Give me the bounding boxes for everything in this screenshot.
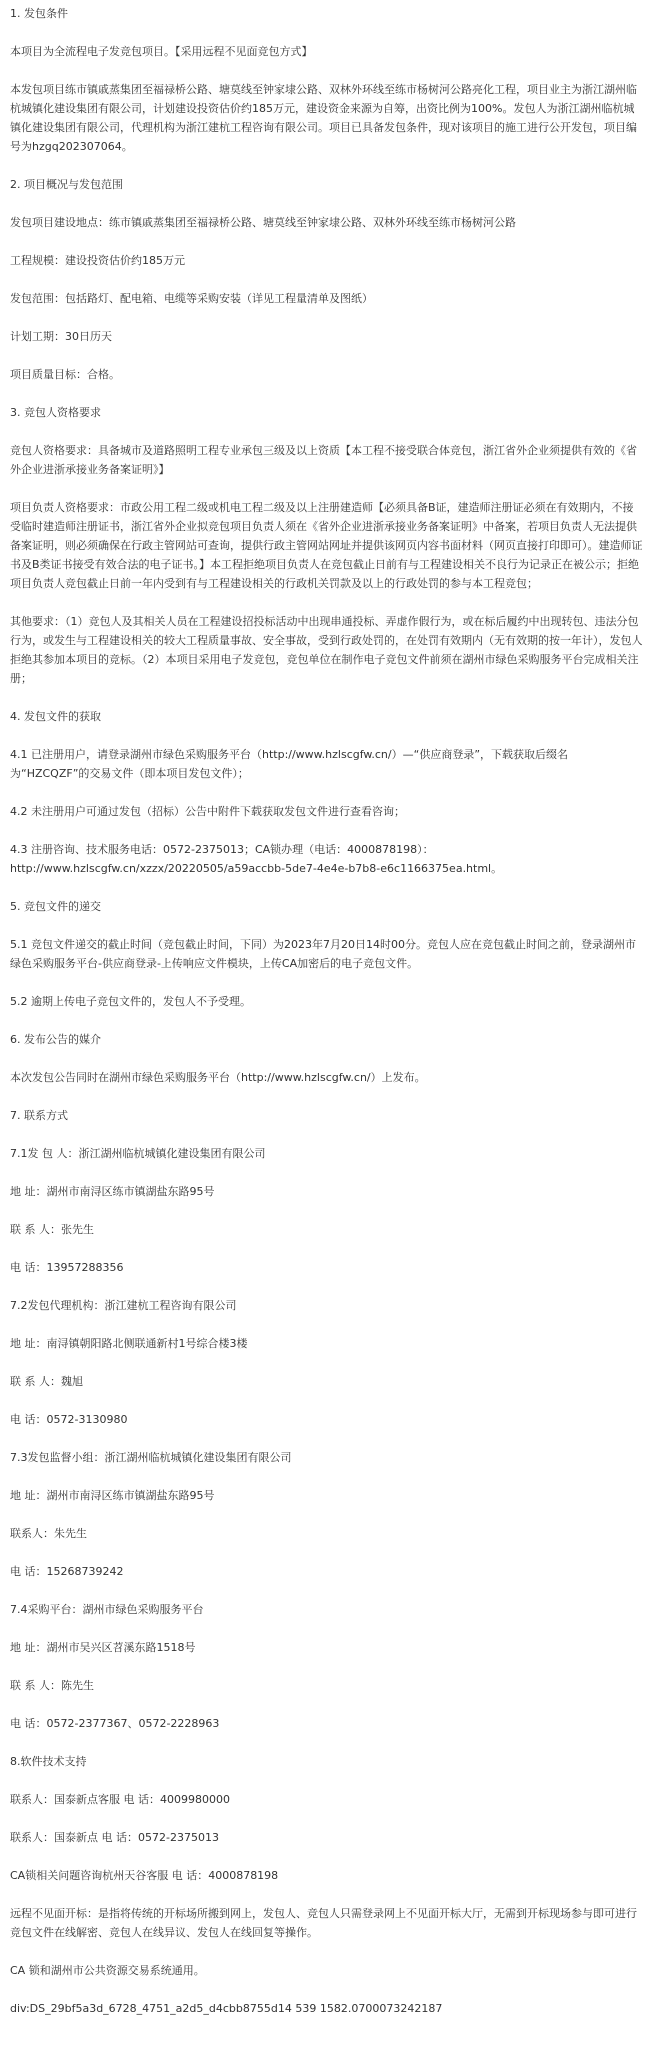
contact-platform-person: 联 系 人：陈先生 (10, 1679, 94, 1692)
contact-supervisor-person: 联系人：朱先生 (10, 1527, 87, 1540)
div-marker-text: div:DS_29bf5a3d_6728_4751_a2d5_d4cbb8755d14 539 1582.0700073242187 (10, 2002, 443, 2015)
contact-agency-person: 联 系 人：魏旭 (10, 1375, 83, 1388)
project-scale-paragraph: 工程规模：建设投资估价约185万元 (10, 254, 185, 267)
project-duration-paragraph: 计划工期：30日历天 (10, 330, 112, 343)
manager-qualification-paragraph: 项目负责人资格要求：市政公用工程二级或机电工程二级及以上注册建造师【必须具备B证，建造师注册证必须在有效期内，不接受临时建造师注册证书，浙江省外企业拟竞包项目负责人须在《省外企业进浙承接业务备案证明》中备案，若项目负责人无法提供备案证明，则必须确保在行政主管网站可查询，提供行政主管网站网址并提供该网页内容书面材料（网页直接打印即可）。建造师证书及B类证书接受有效合法的电子证书。】本工程拒绝项目负责人在竞包截止日前有与工程建设相关不良行为记录正在被公示；拒绝项目负责人竞包截止日前一年内受到有与工程建设相关的行政机关罚款及以上的行政处罚的参与本工程竞包； (10, 501, 643, 590)
support-contact-1: 联系人：国泰新点客服 电 话：4009980000 (10, 1793, 230, 1806)
support-contact-2: 联系人：国泰新点 电 话：0572-2375013 (10, 1831, 219, 1844)
project-scope-paragraph: 发包范围：包括路灯、配电箱、电缆等采购安装（详见工程量清单及图纸） (10, 292, 373, 305)
project-description-paragraph: 本发包项目练市镇戚蒸集团至福禄桥公路、塘莫线至钟家埭公路、双林外环线至练市杨树河公路亮化工程，项目业主为浙江湖州临杭城镇化建设集团有限公司，计划建设投资估价约185万元，建设资金来源为自筹，出资比例为100%。发包人为浙江湖州临杭城镇化建设集团有限公司，代理机构为浙江建杭工程咨询有限公司。项目已具备发包条件，现对该项目的施工进行公开发包，项目编号为hzgq202307064。 (10, 83, 637, 153)
section-heading-5: 5. 竞包文件的递交 (10, 900, 101, 913)
other-requirements-paragraph: 其他要求：（1）竞包人及其相关人员在工程建设招投标活动中出现串通投标、弄虚作假行为，或在标后履约中出现转包、违法分包行为，或发生与工程建设相关的较大工程质量事故、安全事故，受到行政处罚的，在处罚有效期内（无有效期的按一年计），发包人拒绝其参加本项目的竞标。（2）本项目采用电子发竞包，竞包单位在制作电子竞包文件前须在湖州市绿色采购服务平台完成相关注册； (10, 615, 643, 685)
support-contact-ca: CA锁相关问题咨询杭州天谷客服 电 话：4000878198 (10, 1869, 279, 1882)
contact-supervisor-address: 地 址：湖州市南浔区练市镇湖盐东路95号 (10, 1489, 215, 1502)
contact-platform: 7.4采购平台：湖州市绿色采购服务平台 (10, 1603, 204, 1616)
document-access-4-2: 4.2 未注册用户可通过发包（招标）公告中附件下载获取发包文件进行查看咨询； (10, 805, 405, 818)
section-heading-7: 7. 联系方式 (10, 1109, 68, 1122)
section-heading-4: 4. 发包文件的获取 (10, 710, 101, 723)
contact-issuer-address: 地 址：湖州市南浔区练市镇湖盐东路95号 (10, 1185, 215, 1198)
document-access-4-3: 4.3 注册咨询、技术服务电话：0572-2375013；CA锁办理（电话：4000878198）：http://www.hzlscgfw.cn/xzzx/20220505/a59accbb-5de7-4e4e-b7b8-e6c1166375ea.html。 (10, 843, 503, 875)
bidder-qualification-paragraph: 竞包人资格要求：具备城市及道路照明工程专业承包三级及以上资质【本工程不接受联合体竞包，浙江省外企业须提供有效的《省外企业进浙承接业务备案证明》】 (10, 444, 637, 476)
contact-issuer-person: 联 系 人：张先生 (10, 1223, 94, 1236)
submission-5-2: 5.2 逾期上传电子竞包文件的，发包人不予受理。 (10, 995, 251, 1008)
section-heading-8: 8.软件技术支持 (10, 1755, 87, 1768)
project-location-paragraph: 发包项目建设地点：练市镇戚蒸集团至福禄桥公路、塘莫线至钟家埭公路、双林外环线至练市杨树河公路 (10, 216, 516, 229)
intro-paragraph: 本项目为全流程电子发竞包项目。【采用远程不见面竞包方式】 (10, 45, 313, 58)
remote-opening-paragraph: 远程不见面开标：是指将传统的开标场所搬到网上，发包人、竞包人只需登录网上不见面开标大厅，无需到开标现场参与即可进行竞包文件在线解密、竞包人在线异议、发包人在线回复等操作。 (10, 1907, 637, 1939)
contact-platform-phone: 电 话：0572-2377367、0572-2228963 (10, 1717, 220, 1730)
contact-issuer: 7.1发 包 人：浙江湖州临杭城镇化建设集团有限公司 (10, 1147, 266, 1160)
submission-5-1: 5.1 竞包文件递交的截止时间（竞包截止时间，下同）为2023年7月20日14时00分。竞包人应在竞包截止时间之前，登录湖州市绿色采购服务平台-供应商登录-上传响应文件模块，上传CA加密后的电子竞包文件。 (10, 938, 636, 970)
contact-agency: 7.2发包代理机构：浙江建杭工程咨询有限公司 (10, 1299, 237, 1312)
document-access-4-1: 4.1 已注册用户，请登录湖州市绿色采购服务平台（http://www.hzlscgfw.cn/）—“供应商登录”，下载获取后缀名为“HZCQZF”的交易文件（即本项目发包文件）； (10, 748, 569, 780)
contact-agency-address: 地 址：南浔镇朝阳路北侧联通新村1号综合楼3楼 (10, 1337, 248, 1350)
contact-supervisor: 7.3发包监督小组：浙江湖州临杭城镇化建设集团有限公司 (10, 1451, 292, 1464)
section-heading-2: 2. 项目概况与发包范围 (10, 178, 123, 191)
contact-supervisor-phone: 电 话：15268739242 (10, 1565, 124, 1578)
contact-agency-phone: 电 话：0572-3130980 (10, 1413, 128, 1426)
ca-lock-paragraph: CA 锁和湖州市公共资源交易系统通用。 (10, 1964, 205, 1977)
contact-issuer-phone: 电 话：13957288356 (10, 1261, 124, 1274)
contact-platform-address: 地 址：湖州市吴兴区苕溪东路1518号 (10, 1641, 196, 1654)
section-heading-1: 1. 发包条件 (10, 7, 68, 20)
section-heading-3: 3. 竞包人资格要求 (10, 406, 101, 419)
project-quality-paragraph: 项目质量目标：合格。 (10, 368, 120, 381)
media-paragraph: 本次发包公告同时在湖州市绿色采购服务平台（http://www.hzlscgfw.cn/）上发布。 (10, 1071, 426, 1084)
section-heading-6: 6. 发布公告的媒介 (10, 1033, 101, 1046)
